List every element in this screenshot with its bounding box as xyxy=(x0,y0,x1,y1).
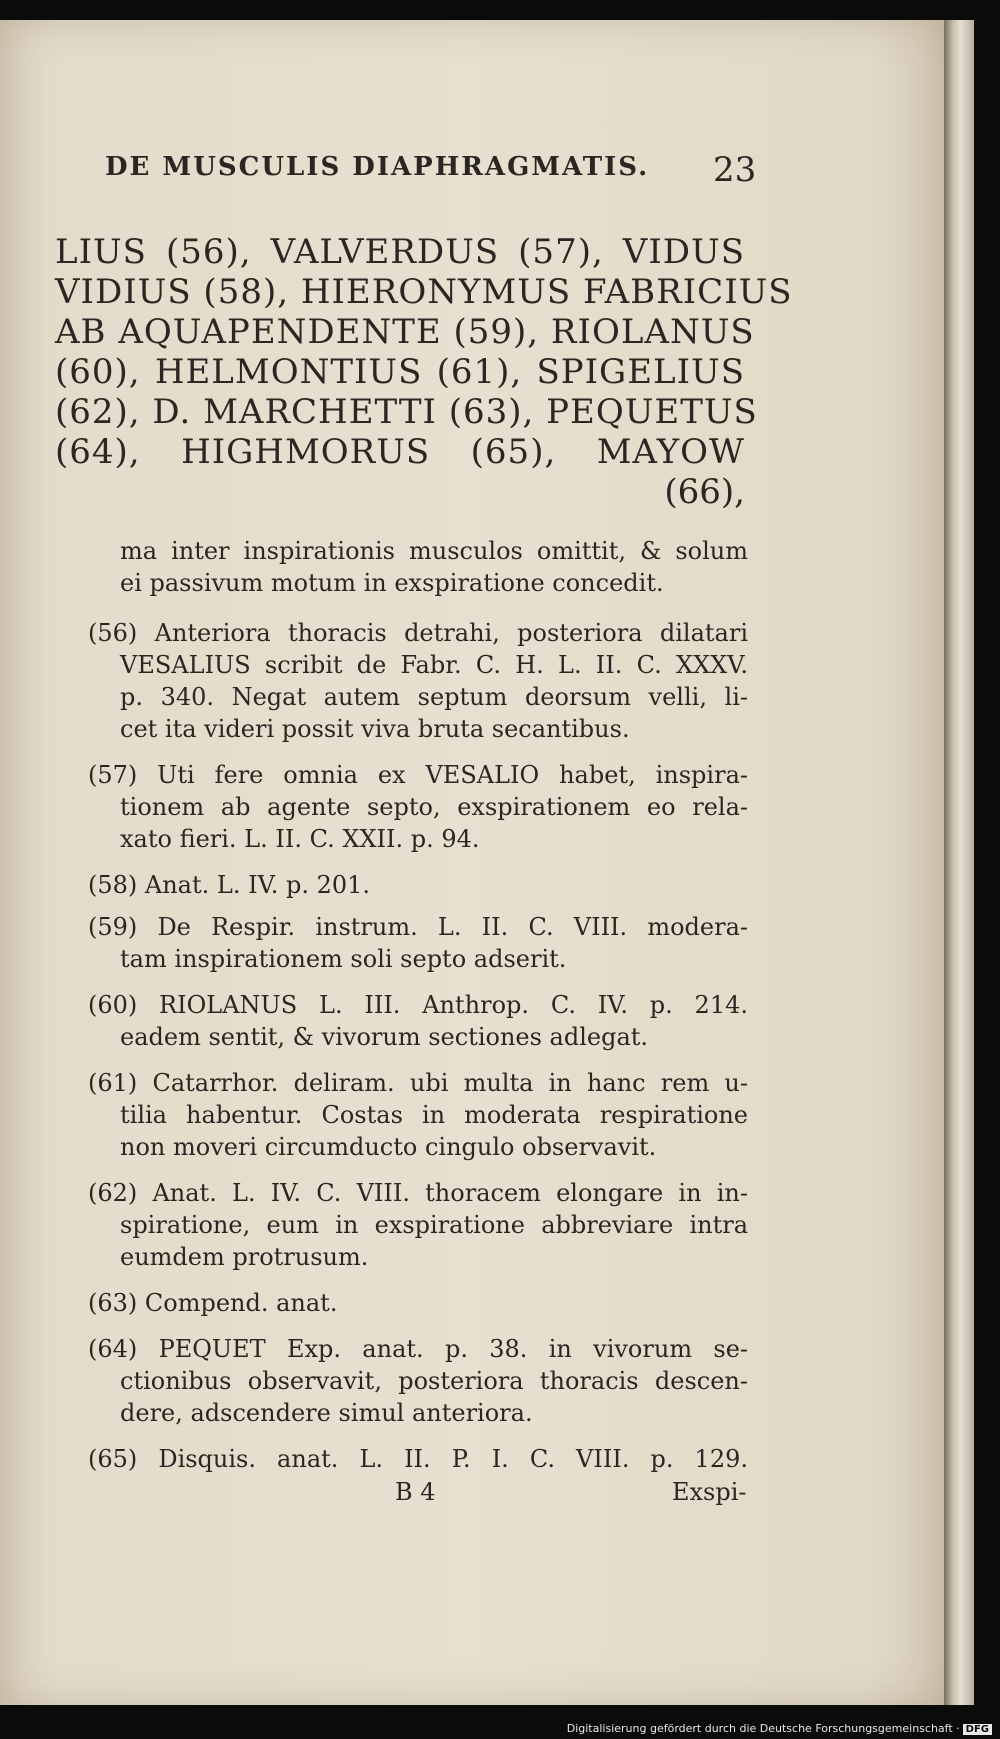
footnote-line: eumdem protrusum. xyxy=(120,1243,369,1271)
footnote-line: xato fieri. L. II. C. XXII. p. 94. xyxy=(120,825,480,853)
footnote-line: ctionibus observavit, posteriora thoracis descen- xyxy=(120,1367,748,1395)
footnote-line: (61) Catarrhor. deliram. ubi multa in hanc rem u- xyxy=(88,1069,748,1097)
footnote-line: tam inspirationem soli septo adserit. xyxy=(120,945,567,973)
footnote-line: cet ita videri possit viva bruta secantibus. xyxy=(120,715,630,743)
footnote-line: p. 340. Negat autem septum deorsum velli, li- xyxy=(120,683,748,711)
dfg-logo: DFG xyxy=(963,1724,992,1735)
footnote-line: (62) Anat. L. IV. C. VIII. thoracem elongare in in- xyxy=(88,1179,748,1207)
footnote-line: ei passivum motum in exspiratione concedit. xyxy=(120,569,664,597)
main-text-line: (64), HIGHMORUS (65), MAYOW xyxy=(55,432,745,472)
footnote-line: ma inter inspirationis musculos omittit, & solum xyxy=(120,537,748,565)
signature-mark: B 4 xyxy=(395,1478,436,1506)
main-text-line: (66), xyxy=(664,472,745,512)
footnote-line: tilia habentur. Costas in moderata respiratione xyxy=(120,1101,748,1129)
running-title: DE MUSCULIS DIAPHRAGMATIS. xyxy=(105,152,650,182)
page-number: 23 xyxy=(713,150,757,190)
footnote-line: (59) De Respir. instrum. L. II. C. VIII. modera- xyxy=(88,913,748,941)
footnote-line: (56) Anteriora thoracis detrahi, posteriora dilatari xyxy=(88,619,748,647)
main-text-line: LIUS (56), VALVERDUS (57), VIDUS xyxy=(55,232,745,272)
footnote-line: (65) Disquis. anat. L. II. P. I. C. VIII. p. 129. xyxy=(88,1445,748,1473)
footnote-line: dere, adscendere simul anteriora. xyxy=(120,1399,533,1427)
footnote-line: (64) PEQUET Exp. anat. p. 38. in vivorum se- xyxy=(88,1335,748,1363)
footnote-line: (63) Compend. anat. xyxy=(88,1289,338,1317)
footnote-line: (58) Anat. L. IV. p. 201. xyxy=(88,871,371,899)
credit-text: Digitalisierung gefördert durch die Deutsche Forschungsgemeinschaft · xyxy=(566,1722,960,1735)
footnote-line: eadem sentit, & vivorum sectiones adlegat. xyxy=(120,1023,649,1051)
footnote-line: non moveri circumducto cingulo observavit. xyxy=(120,1133,657,1161)
footnote-line: (57) Uti fere omnia ex VESALIO habet, inspira- xyxy=(88,761,748,789)
footnote-line: (60) RIOLANUS L. III. Anthrop. C. IV. p. 214. xyxy=(88,991,748,1019)
digitization-credit xyxy=(567,1722,992,1735)
main-text-line: VIDIUS (58), HIERONYMUS FABRICIUS xyxy=(55,272,793,312)
footnote-line: tionem ab agente septo, exspirationem eo rela- xyxy=(120,793,748,821)
page-binding-edge xyxy=(944,20,974,1705)
footnote-line: spiratione, eum in exspiratione abbreviare intra xyxy=(120,1211,748,1239)
footnote-line: VESALIUS scribit de Fabr. C. H. L. II. C. XXXV. xyxy=(120,651,748,679)
main-text-line: AB AQUAPENDENTE (59), RIOLANUS xyxy=(55,312,755,352)
catchword: Exspi- xyxy=(672,1478,747,1506)
main-text-line: (62), D. MARCHETTI (63), PEQUETUS xyxy=(55,392,758,432)
main-text-line: (60), HELMONTIUS (61), SPIGELIUS xyxy=(55,352,745,392)
